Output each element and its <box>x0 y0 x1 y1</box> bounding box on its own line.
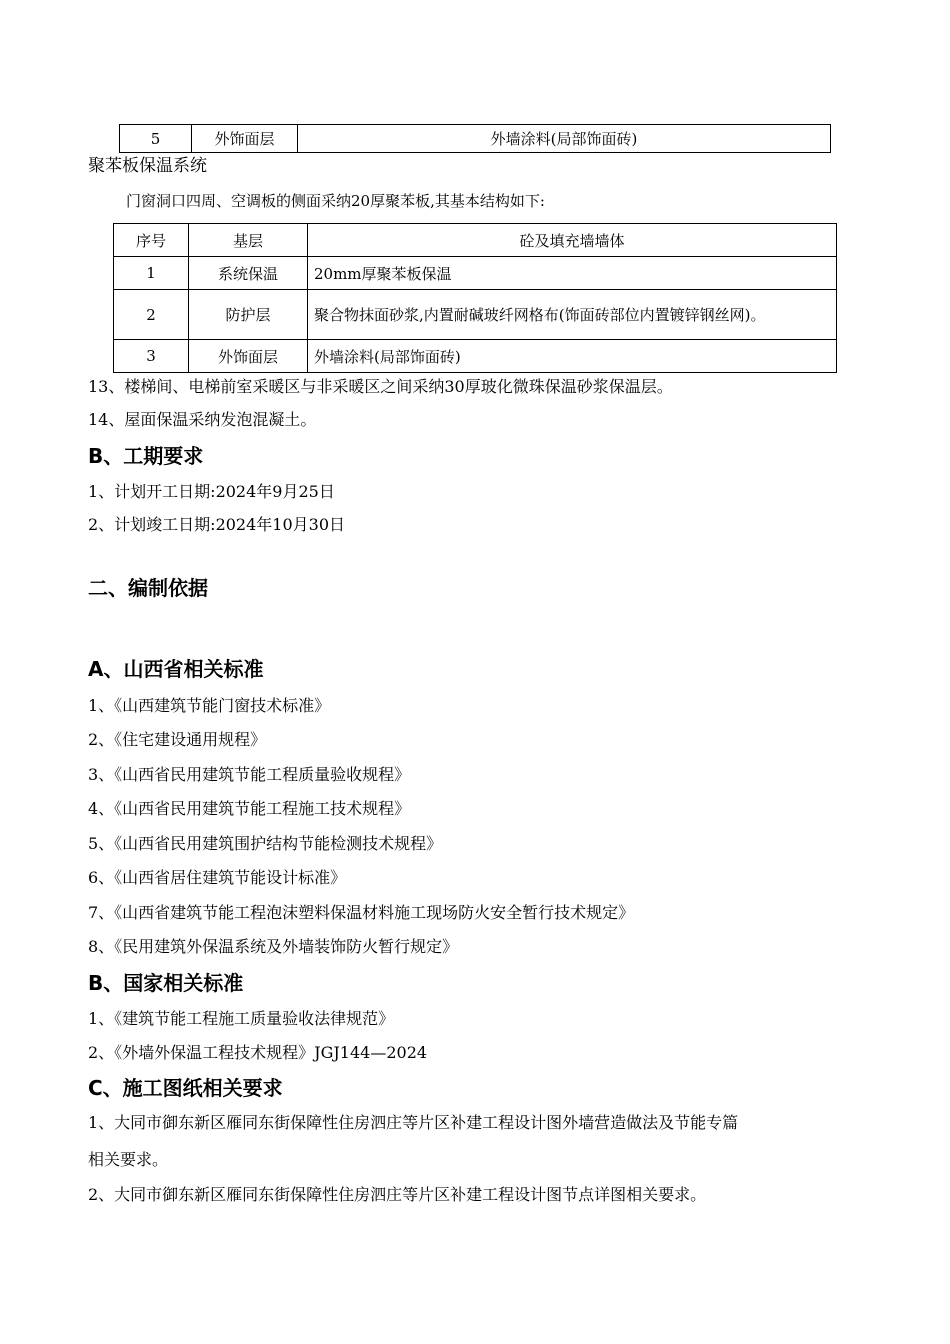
shanxi-heading: A、山西省相关标准 <box>88 657 264 681</box>
table-cell: 防护层 <box>189 290 308 340</box>
table-cell: 聚合物抹面砂浆,内置耐碱玻纤网格布(饰面砖部位内置镀锌钢丝网)。 <box>308 290 837 340</box>
list-item: 5、《山西省民用建筑围护结构节能检测技术规程》 <box>88 834 443 853</box>
list-item: 2、《外墙外保温工程技术规程》JGJ144—2024 <box>88 1043 428 1062</box>
table-row <box>114 257 837 290</box>
drawings-heading: C、施工图纸相关要求 <box>88 1076 283 1100</box>
list-item: 6、《山西省居住建筑节能设计标准》 <box>88 868 347 887</box>
table-cell: 系统保温 <box>189 257 308 290</box>
table-cell: 1 <box>114 257 189 290</box>
table-header-cell: 砼及填充墙墙体 <box>308 224 837 257</box>
table-cell: 外墙涂料(局部饰面砖) <box>308 340 837 373</box>
top-table <box>119 124 831 153</box>
table-cell: 20mm厚聚苯板保温 <box>308 257 837 290</box>
list-item: 3、《山西省民用建筑节能工程质量验收规程》 <box>88 765 411 784</box>
table-header-cell: 基层 <box>189 224 308 257</box>
list-item: 1、计划开工日期:2024年9月25日 <box>88 482 335 501</box>
table-row <box>114 340 837 373</box>
list-item: 13、楼梯间、电梯前室采暖区与非采暖区之间采纳30厚玻化微珠保温砂浆保温层。 <box>88 377 673 396</box>
list-item: 1、《山西建筑节能门窗技术标准》 <box>88 696 331 715</box>
intro-text: 门窗洞口四周、空调板的侧面采纳20厚聚苯板,其基本结构如下: <box>126 192 545 210</box>
table-cell: 5 <box>120 125 192 153</box>
table-header-cell: 序号 <box>114 224 189 257</box>
table-row <box>120 125 831 153</box>
section-title: 聚苯板保温系统 <box>88 156 207 176</box>
list-item: 1、《建筑节能工程施工质量验收法律规范》 <box>88 1009 395 1028</box>
table-cell: 外墙涂料(局部饰面砖) <box>298 125 831 153</box>
table-row <box>114 290 837 340</box>
schedule-heading: B、工期要求 <box>88 444 204 468</box>
list-item: 1、大同市御东新区雁同东街保障性住房泗庄等片区补建工程设计图外墙营造做法及节能专篇 <box>88 1113 739 1132</box>
list-item: 4、《山西省民用建筑节能工程施工技术规程》 <box>88 799 411 818</box>
table-cell: 外饰面层 <box>189 340 308 373</box>
list-item-continuation: 相关要求。 <box>88 1150 169 1169</box>
structure-table <box>113 223 837 373</box>
list-item: 2、大同市御东新区雁同东街保障性住房泗庄等片区补建工程设计图节点详图相关要求。 <box>88 1185 707 1204</box>
table-cell: 外饰面层 <box>192 125 298 153</box>
basis-heading: 二、编制依据 <box>88 576 208 600</box>
list-item: 2、《住宅建设通用规程》 <box>88 730 267 749</box>
list-item: 2、计划竣工日期:2024年10月30日 <box>88 515 346 534</box>
list-item: 7、《山西省建筑节能工程泡沫塑料保温材料施工现场防火安全暂行技术规定》 <box>88 903 635 922</box>
table-cell: 2 <box>114 290 189 340</box>
table-cell: 3 <box>114 340 189 373</box>
national-heading: B、国家相关标准 <box>88 971 244 995</box>
table-header-row <box>114 224 837 257</box>
list-item: 14、屋面保温采纳发泡混凝土。 <box>88 410 317 429</box>
list-item: 8、《民用建筑外保温系统及外墙装饰防火暂行规定》 <box>88 937 459 956</box>
